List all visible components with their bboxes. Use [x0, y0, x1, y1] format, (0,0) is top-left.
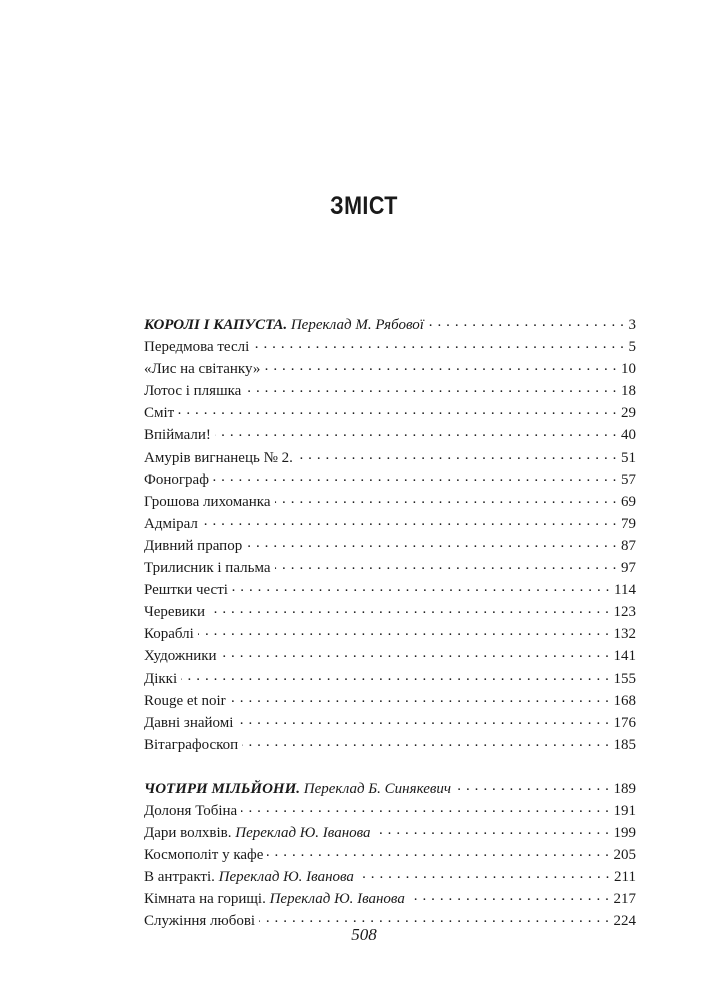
toc-entry-title: Дивний прапор — [144, 537, 243, 554]
toc-entry-title: Передмова теслі — [144, 339, 250, 356]
section-title: КОРОЛІ І КАПУСТА. — [144, 317, 288, 333]
dot-leader — [221, 646, 610, 660]
toc-entry-title: Впіймали! — [144, 427, 211, 444]
toc-entry — [144, 888, 636, 910]
toc-page-number: 29 — [621, 405, 636, 422]
toc-entry-title: Адмірал — [144, 515, 198, 532]
toc-page-number: 40 — [621, 427, 636, 444]
toc-entry — [144, 380, 636, 402]
dot-leader — [215, 425, 617, 439]
toc-page-number: 123 — [613, 604, 636, 621]
toc-entry — [144, 447, 636, 469]
toc-page-number: 205 — [613, 847, 636, 864]
toc-entry-title: Кораблі — [144, 626, 194, 643]
toc-page-number: 69 — [621, 493, 636, 510]
dot-leader — [241, 801, 609, 815]
toc-entry — [144, 402, 636, 424]
toc-page-number: 57 — [621, 471, 636, 488]
toc-entry-title: Рештки честі — [144, 582, 228, 599]
toc-entry — [144, 424, 636, 446]
toc-entry — [144, 822, 636, 844]
toc-entry — [144, 358, 636, 380]
toc-page-number: 224 — [613, 913, 636, 930]
toc-entry — [144, 579, 636, 601]
toc-page-number: 97 — [621, 560, 636, 577]
toc-page-number: 176 — [613, 714, 636, 731]
dot-leader — [237, 713, 609, 727]
toc-entry — [144, 800, 636, 822]
toc-page-number: 155 — [613, 670, 636, 687]
section-translator: Переклад М. Рябової — [290, 317, 424, 333]
dot-leader — [198, 624, 610, 638]
dot-leader — [213, 470, 617, 484]
toc-page-number: 185 — [613, 736, 636, 753]
toc-entry-title: Сміт — [144, 405, 175, 422]
toc-entry-title: «Лис на світанку» — [144, 361, 261, 378]
table-of-contents — [144, 314, 636, 933]
toc-entry-title: Лотос і пляшка — [144, 383, 242, 400]
toc-page-number: 141 — [613, 648, 636, 665]
dot-leader — [409, 889, 610, 903]
toc-entry-title: Трилисник і пальма — [144, 560, 271, 577]
toc-entry-translator: Переклад Ю. Іванова — [269, 891, 405, 908]
toc-page-number: 10 — [621, 361, 636, 378]
toc-page-number: 217 — [613, 891, 636, 908]
toc-entry — [144, 336, 636, 358]
toc-entry-title: Дари волхвів. — [144, 825, 232, 842]
toc-page-number: 168 — [613, 692, 636, 709]
toc-page-number: 189 — [613, 780, 636, 797]
section-translator: Переклад Б. Синякевич — [303, 780, 452, 797]
dot-leader — [246, 536, 617, 550]
dot-leader — [297, 448, 617, 462]
toc-page-number: 5 — [628, 339, 636, 356]
toc-page-number: 3 — [628, 317, 636, 333]
toc-page-number: 87 — [621, 537, 636, 554]
dot-leader — [259, 911, 609, 925]
toc-entry — [144, 866, 636, 888]
dot-leader — [428, 315, 625, 329]
dot-leader — [232, 580, 610, 594]
toc-entry-title: Черевики — [144, 604, 205, 621]
toc-entry-translator: Переклад Ю. Іванова — [218, 869, 354, 886]
toc-page-number: 132 — [613, 626, 636, 643]
toc-page-number: 211 — [614, 869, 636, 886]
toc-page-number: 191 — [613, 802, 636, 819]
toc-entry-title: Кімната на горищі. — [144, 891, 266, 908]
toc-entry-title: Космополіт у кафе — [144, 847, 264, 864]
toc-page-number: 79 — [621, 515, 636, 532]
toc-entry — [144, 668, 636, 690]
dot-leader — [455, 779, 609, 793]
toc-entry — [144, 557, 636, 579]
dot-leader — [375, 823, 610, 837]
dot-leader — [267, 845, 609, 859]
toc-entry-title: Фонограф — [144, 471, 209, 488]
dot-leader — [242, 735, 609, 749]
toc-entry-title: В антракті. — [144, 869, 215, 886]
page-number: 508 — [351, 925, 377, 944]
dot-leader — [253, 337, 624, 351]
toc-entry — [144, 844, 636, 866]
toc-entry — [144, 535, 636, 557]
toc-entry-title: Давні знайомі — [144, 714, 234, 731]
toc-entry — [144, 601, 636, 623]
toc-page-number: 18 — [621, 383, 636, 400]
toc-entry-title: Долоня Тобіна — [144, 802, 238, 819]
page-title: ЗМІСТ — [330, 192, 398, 220]
dot-leader — [358, 867, 610, 881]
toc-entry — [144, 513, 636, 535]
dot-leader — [264, 359, 617, 373]
toc-entry-title: Rouge et noir — [144, 692, 226, 709]
dot-leader — [181, 669, 609, 683]
toc-entry-title: Амурів вигнанець № 2. — [144, 449, 293, 466]
toc-section-header — [144, 314, 636, 336]
toc-entry — [144, 690, 636, 712]
toc-entry — [144, 469, 636, 491]
toc-section-header — [144, 778, 636, 800]
section-title: ЧОТИРИ МІЛЬЙОНИ. — [144, 780, 301, 797]
toc-entry-translator: Переклад Ю. Іванова — [235, 825, 371, 842]
toc-entry-title: Служіння любові — [144, 913, 256, 930]
toc-entry — [144, 623, 636, 645]
toc-page-number: 114 — [614, 582, 636, 599]
dot-leader — [275, 558, 618, 572]
toc-page-number: 199 — [613, 825, 636, 842]
toc-entry — [144, 712, 636, 734]
dot-leader — [245, 381, 617, 395]
toc-entry-title: Вітаграфоскоп — [144, 736, 239, 753]
toc-entry — [144, 645, 636, 667]
dot-leader — [275, 492, 617, 506]
toc-entry — [144, 734, 636, 756]
dot-leader — [209, 602, 610, 616]
dot-leader — [178, 403, 617, 417]
toc-entry-title: Художники — [144, 648, 217, 665]
dot-leader — [230, 691, 610, 705]
toc-page-number: 51 — [621, 449, 636, 466]
dot-leader — [202, 514, 617, 528]
toc-entry-title: Грошова лихоманка — [144, 493, 271, 510]
toc-entry — [144, 491, 636, 513]
toc-entry-title: Діккі — [144, 670, 178, 687]
